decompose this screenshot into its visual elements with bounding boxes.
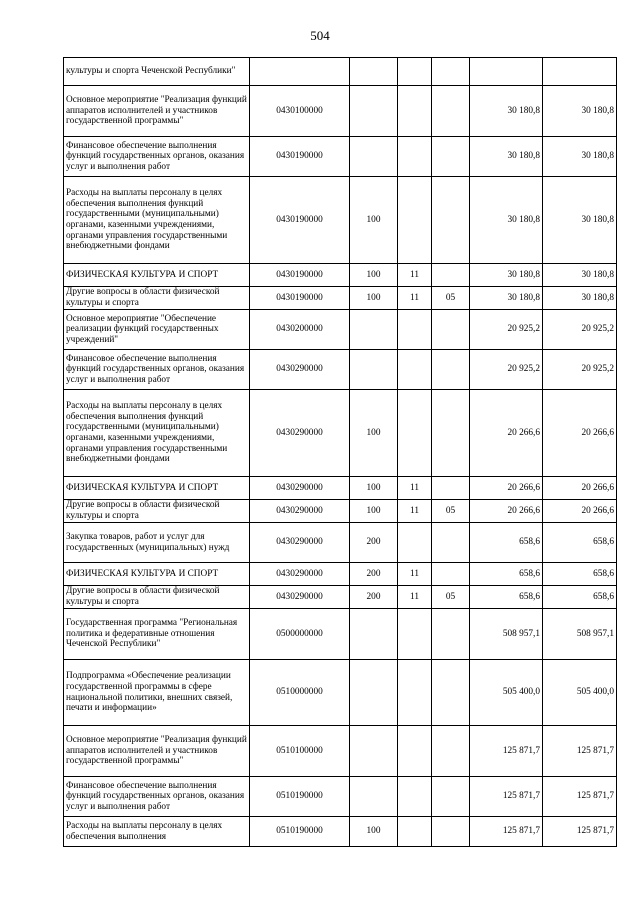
section-code-cell bbox=[398, 726, 432, 777]
expense-type-code-cell: 100 bbox=[350, 390, 398, 477]
subsection-code-cell bbox=[432, 264, 470, 287]
budget-table bbox=[63, 57, 617, 847]
amount-1-cell: 30 180,8 bbox=[470, 287, 543, 310]
expense-type-code-cell: 100 bbox=[350, 177, 398, 264]
target-article-code-cell: 0430100000 bbox=[250, 86, 350, 137]
amount-2-cell: 20 266,6 bbox=[543, 500, 617, 523]
subsection-code-cell bbox=[432, 660, 470, 726]
subsection-code-cell bbox=[432, 726, 470, 777]
amount-2-cell: 30 180,8 bbox=[543, 86, 617, 137]
target-article-code-cell: 0430190000 bbox=[250, 264, 350, 287]
amount-2-cell: 20 925,2 bbox=[543, 350, 617, 390]
table-row bbox=[64, 563, 617, 586]
section-code-cell: 11 bbox=[398, 287, 432, 310]
table-row bbox=[64, 287, 617, 310]
expense-type-code-cell: 200 bbox=[350, 523, 398, 563]
section-code-cell: 11 bbox=[398, 477, 432, 500]
section-code-cell bbox=[398, 609, 432, 660]
target-article-code-cell bbox=[250, 58, 350, 86]
target-article-code-cell: 0430290000 bbox=[250, 477, 350, 500]
expense-type-code-cell bbox=[350, 137, 398, 177]
amount-2-cell: 30 180,8 bbox=[543, 137, 617, 177]
amount-2-cell: 125 871,7 bbox=[543, 726, 617, 777]
table-row bbox=[64, 350, 617, 390]
target-article-code-cell: 0430290000 bbox=[250, 350, 350, 390]
subsection-code-cell bbox=[432, 58, 470, 86]
amount-2-cell: 20 266,6 bbox=[543, 477, 617, 500]
page-number: 504 bbox=[310, 28, 330, 43]
amount-2-cell: 20 266,6 bbox=[543, 390, 617, 477]
target-article-code-cell: 0430190000 bbox=[250, 287, 350, 310]
table-row bbox=[64, 310, 617, 350]
subsection-code-cell bbox=[432, 777, 470, 817]
subsection-code-cell bbox=[432, 523, 470, 563]
subsection-code-cell bbox=[432, 477, 470, 500]
table-row bbox=[64, 586, 617, 609]
subsection-code-cell bbox=[432, 86, 470, 137]
amount-1-cell: 505 400,0 bbox=[470, 660, 543, 726]
section-code-cell bbox=[398, 390, 432, 477]
target-article-code-cell: 0430290000 bbox=[250, 563, 350, 586]
item-name-cell: Основное мероприятие "Реализация функций аппаратов исполнителей и участников государственной программы" bbox=[64, 86, 250, 137]
amount-2-cell: 125 871,7 bbox=[543, 777, 617, 817]
subsection-code-cell bbox=[432, 177, 470, 264]
amount-1-cell: 125 871,7 bbox=[470, 777, 543, 817]
subsection-code-cell bbox=[432, 310, 470, 350]
item-name-cell: Финансовое обеспечение выполнения функций государственных органов, оказания услуг и выполнения работ bbox=[64, 137, 250, 177]
amount-2-cell: 30 180,8 bbox=[543, 264, 617, 287]
amount-1-cell: 30 180,8 bbox=[470, 264, 543, 287]
table-row bbox=[64, 817, 617, 847]
target-article-code-cell: 0430290000 bbox=[250, 586, 350, 609]
target-article-code-cell: 0430290000 bbox=[250, 390, 350, 477]
target-article-code-cell: 0430190000 bbox=[250, 137, 350, 177]
table-row bbox=[64, 264, 617, 287]
item-name-cell: Другие вопросы в области физической культуры и спорта bbox=[64, 500, 250, 523]
target-article-code-cell: 0510190000 bbox=[250, 817, 350, 847]
section-code-cell: 11 bbox=[398, 563, 432, 586]
section-code-cell: 11 bbox=[398, 264, 432, 287]
target-article-code-cell: 0430290000 bbox=[250, 500, 350, 523]
item-name-cell: Расходы на выплаты персоналу в целях обеспечения выполнения bbox=[64, 817, 250, 847]
subsection-code-cell bbox=[432, 350, 470, 390]
expense-type-code-cell bbox=[350, 86, 398, 137]
subsection-code-cell bbox=[432, 390, 470, 477]
table-row bbox=[64, 137, 617, 177]
expense-type-code-cell bbox=[350, 660, 398, 726]
table-row bbox=[64, 777, 617, 817]
table-row bbox=[64, 500, 617, 523]
item-name-cell: Финансовое обеспечение выполнения функций государственных органов, оказания услуг и выполнения работ bbox=[64, 777, 250, 817]
subsection-code-cell bbox=[432, 563, 470, 586]
item-name-cell: Другие вопросы в области физической культуры и спорта bbox=[64, 287, 250, 310]
item-name-cell: ФИЗИЧЕСКАЯ КУЛЬТУРА И СПОРТ bbox=[64, 264, 250, 287]
item-name-cell: Подпрограмма «Обеспечение реализации государственной программы в сфере национальной политики, внешних связей, печати и информации» bbox=[64, 660, 250, 726]
amount-1-cell: 658,6 bbox=[470, 586, 543, 609]
table-row bbox=[64, 726, 617, 777]
section-code-cell bbox=[398, 817, 432, 847]
table-row bbox=[64, 86, 617, 137]
expense-type-code-cell: 100 bbox=[350, 287, 398, 310]
amount-2-cell: 505 400,0 bbox=[543, 660, 617, 726]
amount-1-cell: 20 925,2 bbox=[470, 310, 543, 350]
item-name-cell: ФИЗИЧЕСКАЯ КУЛЬТУРА И СПОРТ bbox=[64, 477, 250, 500]
section-code-cell bbox=[398, 86, 432, 137]
amount-1-cell bbox=[470, 58, 543, 86]
item-name-cell: культуры и спорта Чеченской Республики" bbox=[64, 58, 250, 86]
section-code-cell bbox=[398, 350, 432, 390]
item-name-cell: Расходы на выплаты персоналу в целях обеспечения выполнения функций государственными (муниципальными) органами, казенными учреждениями, органами управления государственными внебюджетными фондами bbox=[64, 177, 250, 264]
item-name-cell: Основное мероприятие "Реализация функций аппаратов исполнителей и участников государственной программы" bbox=[64, 726, 250, 777]
section-code-cell: 11 bbox=[398, 586, 432, 609]
subsection-code-cell bbox=[432, 817, 470, 847]
expense-type-code-cell: 200 bbox=[350, 563, 398, 586]
item-name-cell: Финансовое обеспечение выполнения функций государственных органов, оказания услуг и выполнения работ bbox=[64, 350, 250, 390]
table-row bbox=[64, 660, 617, 726]
amount-2-cell: 125 871,7 bbox=[543, 817, 617, 847]
table-row bbox=[64, 390, 617, 477]
table-row bbox=[64, 477, 617, 500]
table-row bbox=[64, 58, 617, 86]
subsection-code-cell: 05 bbox=[432, 586, 470, 609]
amount-1-cell: 658,6 bbox=[470, 523, 543, 563]
item-name-cell: ФИЗИЧЕСКАЯ КУЛЬТУРА И СПОРТ bbox=[64, 563, 250, 586]
expense-type-code-cell bbox=[350, 609, 398, 660]
expense-type-code-cell: 100 bbox=[350, 500, 398, 523]
section-code-cell bbox=[398, 58, 432, 86]
table-row bbox=[64, 523, 617, 563]
target-article-code-cell: 0430190000 bbox=[250, 177, 350, 264]
table-row bbox=[64, 177, 617, 264]
expense-type-code-cell bbox=[350, 726, 398, 777]
section-code-cell bbox=[398, 777, 432, 817]
subsection-code-cell: 05 bbox=[432, 287, 470, 310]
item-name-cell: Основное мероприятие "Обеспечение реализации функций государственных учреждений" bbox=[64, 310, 250, 350]
amount-2-cell: 658,6 bbox=[543, 586, 617, 609]
amount-2-cell: 658,6 bbox=[543, 563, 617, 586]
expense-type-code-cell bbox=[350, 777, 398, 817]
amount-1-cell: 508 957,1 bbox=[470, 609, 543, 660]
expense-type-code-cell: 100 bbox=[350, 264, 398, 287]
section-code-cell bbox=[398, 310, 432, 350]
section-code-cell bbox=[398, 137, 432, 177]
amount-2-cell: 508 957,1 bbox=[543, 609, 617, 660]
subsection-code-cell bbox=[432, 137, 470, 177]
subsection-code-cell: 05 bbox=[432, 500, 470, 523]
amount-1-cell: 20 266,6 bbox=[470, 477, 543, 500]
amount-2-cell bbox=[543, 58, 617, 86]
item-name-cell: Закупка товаров, работ и услуг для государственных (муниципальных) нужд bbox=[64, 523, 250, 563]
target-article-code-cell: 0510100000 bbox=[250, 726, 350, 777]
amount-1-cell: 125 871,7 bbox=[470, 817, 543, 847]
amount-2-cell: 30 180,8 bbox=[543, 177, 617, 264]
target-article-code-cell: 0510000000 bbox=[250, 660, 350, 726]
target-article-code-cell: 0430200000 bbox=[250, 310, 350, 350]
amount-2-cell: 658,6 bbox=[543, 523, 617, 563]
item-name-cell: Расходы на выплаты персоналу в целях обеспечения выполнения функций государственными (муниципальными) органами, казенными учреждениями, органами управления государственными внебюджетными фондами bbox=[64, 390, 250, 477]
amount-1-cell: 20 266,6 bbox=[470, 390, 543, 477]
amount-1-cell: 658,6 bbox=[470, 563, 543, 586]
subsection-code-cell bbox=[432, 609, 470, 660]
section-code-cell bbox=[398, 177, 432, 264]
item-name-cell: Государственная программа "Региональная политика и федеративные отношения Чеченской Республики" bbox=[64, 609, 250, 660]
target-article-code-cell: 0510190000 bbox=[250, 777, 350, 817]
expense-type-code-cell: 200 bbox=[350, 586, 398, 609]
amount-1-cell: 30 180,8 bbox=[470, 86, 543, 137]
amount-1-cell: 125 871,7 bbox=[470, 726, 543, 777]
amount-1-cell: 30 180,8 bbox=[470, 177, 543, 264]
amount-2-cell: 30 180,8 bbox=[543, 287, 617, 310]
amount-1-cell: 30 180,8 bbox=[470, 137, 543, 177]
amount-1-cell: 20 925,2 bbox=[470, 350, 543, 390]
target-article-code-cell: 0500000000 bbox=[250, 609, 350, 660]
amount-2-cell: 20 925,2 bbox=[543, 310, 617, 350]
expense-type-code-cell bbox=[350, 310, 398, 350]
expense-type-code-cell bbox=[350, 350, 398, 390]
amount-1-cell: 20 266,6 bbox=[470, 500, 543, 523]
target-article-code-cell: 0430290000 bbox=[250, 523, 350, 563]
section-code-cell bbox=[398, 523, 432, 563]
section-code-cell bbox=[398, 660, 432, 726]
expense-type-code-cell: 100 bbox=[350, 477, 398, 500]
table-row bbox=[64, 609, 617, 660]
expense-type-code-cell: 100 bbox=[350, 817, 398, 847]
expense-type-code-cell bbox=[350, 58, 398, 86]
section-code-cell: 11 bbox=[398, 500, 432, 523]
item-name-cell: Другие вопросы в области физической культуры и спорта bbox=[64, 586, 250, 609]
